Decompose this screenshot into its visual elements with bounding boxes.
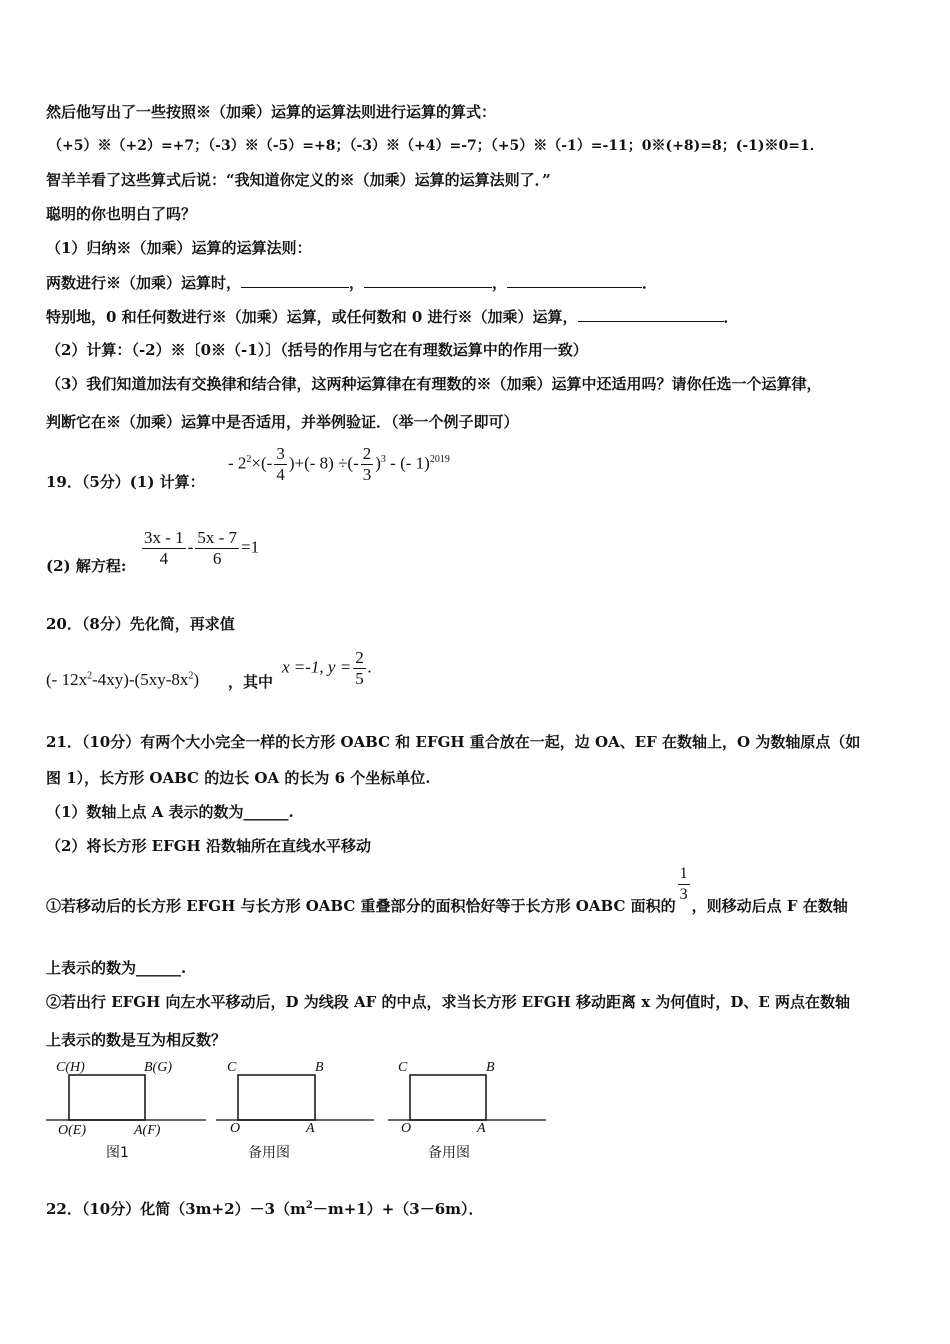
exponent: 2	[87, 670, 93, 682]
answer-blank-3[interactable]	[507, 272, 642, 288]
exponent: 3	[380, 453, 386, 465]
fig1-caption: 图1	[106, 1145, 129, 1161]
sub1-text-tail: ，则移动后点 F 在数轴	[691, 897, 848, 915]
answer-blank-2[interactable]	[364, 272, 492, 288]
q19-expression-1	[228, 444, 450, 485]
q18-part1: （1）归纳※（加乘）运算的运算法则：	[46, 239, 312, 257]
q21-part2: （2）将长方形 EFGH 沿数轴所在直线水平移动	[46, 837, 371, 855]
fig3-label-a: A	[477, 1121, 486, 1136]
q18-part1-special	[46, 306, 739, 327]
fig2-label-c: C	[227, 1060, 237, 1075]
rectangle-backup-1	[238, 1075, 315, 1120]
q22	[46, 1196, 484, 1219]
intro-line-1: 然后他写出了一些按照※（加乘）运算的运算法则进行运算的算式：	[46, 103, 497, 121]
q20-condition	[282, 648, 372, 689]
fig1-label-b: B(G)	[144, 1060, 172, 1075]
fig2-caption: 备用图	[248, 1145, 290, 1161]
fraction-3-4	[274, 444, 287, 485]
rectangle-backup-2	[410, 1075, 486, 1120]
expr-part: - 2	[228, 453, 247, 473]
q18-part1-rule	[46, 272, 657, 293]
fig3-label-b: B	[486, 1060, 495, 1075]
fig2-label-o: O	[230, 1121, 241, 1136]
q22-text: 22．（10分）化简（3m+2）－3（m	[46, 1200, 306, 1218]
fig2-label-b: B	[315, 1060, 324, 1075]
q21-line-1: 21．（10分）有两个大小完全一样的长方形 OABC 和 EFGH 重合放在一起，边 OA、EF 在数轴上，O 为数轴原点（如	[46, 733, 861, 751]
sub1-text: ①若移动后的长方形 EFGH 与长方形 OABC 重叠部分的面积恰好等于长方形 OABC 面积的	[46, 897, 676, 915]
q21-sub2-cont: 上表示的数是互为相反数？	[46, 1031, 227, 1049]
q20-heading: 20．（8分）先化简，再求值	[46, 615, 235, 633]
period-2: ．	[723, 308, 739, 326]
denominator: 3	[362, 465, 372, 484]
answer-blank-4[interactable]	[578, 306, 724, 322]
q21-part1: （1）数轴上点 A 表示的数为______.	[46, 803, 294, 821]
fig3-caption: 备用图	[428, 1145, 470, 1161]
q22-tail: －m+1）+（3－6m）．	[312, 1200, 484, 1218]
expr-part: (- 12x	[46, 670, 88, 689]
q18-part2: （2）计算：（-2）※〔0※（-1）〕（括号的作用与它在有理数运算中的作用一致）	[46, 341, 588, 359]
expr-part: )+(- 8) ÷(-	[288, 453, 359, 473]
intro-line-3: 智羊羊看了这些算式后说：“我知道你定义的※（加乘）运算的运算法则了．”	[46, 171, 551, 189]
intro-line-4: 聪明的你也明白了吗？	[46, 205, 197, 223]
numerator: 2	[355, 648, 364, 667]
exponent: 2019	[429, 453, 450, 465]
answer-blank-1[interactable]	[241, 272, 349, 288]
period: .	[367, 657, 372, 677]
fraction-3x-1-over-4	[142, 528, 186, 569]
condition-text: x =-1, y =	[282, 657, 352, 677]
comma-2: ，	[492, 274, 508, 292]
expr-part: -4xy)-(5xy-8x	[92, 670, 189, 689]
fig3-label-c: C	[398, 1060, 408, 1075]
exponent: 2	[305, 1200, 313, 1211]
q20-where: ，其中	[228, 673, 274, 691]
fig1-label-a: A(F)	[134, 1123, 161, 1138]
equation-rhs: =1	[241, 537, 260, 557]
fraction-5x-7-over-6	[195, 528, 239, 569]
q19-equation	[140, 528, 259, 569]
q18-special-text: 特别地，0 和任何数进行※（加乘）运算，或任何数和 0 进行※（加乘）运算，	[46, 308, 578, 326]
numerator: 1	[678, 864, 690, 885]
denominator: 3	[679, 885, 688, 903]
exponent: 2	[188, 670, 194, 682]
fig3-label-o: O	[401, 1121, 412, 1136]
numerator: 3	[276, 444, 285, 463]
fraction-2-3	[361, 444, 374, 485]
rectangle-oabc-efgh	[69, 1075, 145, 1120]
period-1: ．	[642, 274, 658, 292]
denominator: 4	[276, 465, 285, 484]
numerator: 2	[362, 444, 372, 463]
minus-sign: -	[187, 537, 194, 557]
fraction-1-3	[678, 864, 690, 905]
expr-part: )	[193, 670, 200, 689]
expr-part: - (- 1)	[385, 453, 430, 473]
q21-line-2: 图 1），长方形 OABC 的边长 OA 的长为 6 个坐标单位.	[46, 769, 431, 787]
comma-1: ，	[349, 274, 365, 292]
fig1-label-c: C(H)	[56, 1060, 85, 1075]
fig1-label-o: O(E)	[58, 1123, 86, 1138]
q21-sub1	[46, 864, 848, 916]
fraction-2-5	[353, 648, 366, 689]
denominator: 4	[159, 549, 169, 568]
intro-examples: （+5）※（+2）=+7；（-3）※（-5）=+8；（-3）※（+4）=-7；（+5）※（-1）=-11；0※(+8)=8；(-1)※0=1．	[48, 138, 824, 154]
q21-sub1-answer: 上表示的数为______.	[46, 959, 187, 977]
q18-rule-text: 两数进行※（加乘）运算时，	[46, 274, 242, 292]
q18-part3-line1: （3）我们知道加法有交换律和结合律，这两种运算律在有理数的※（加乘）运算中还适用吗？请你任选一个运算律，	[46, 375, 822, 393]
q20-expression	[46, 670, 199, 690]
numerator: 3x - 1	[144, 528, 184, 547]
expr-part: )	[375, 453, 381, 473]
denominator: 6	[212, 549, 222, 568]
q21-sub2: ②若出行 EFGH 向左水平移动后，D 为线段 AF 的中点，求当长方形 EFGH 移动距离 x 为何值时，D、E 两点在数轴	[46, 993, 851, 1011]
expr-part: ×(-	[251, 453, 273, 473]
denominator: 5	[355, 669, 364, 688]
q19-part2-label: (2) 解方程:	[46, 557, 127, 575]
numerator: 5x - 7	[197, 528, 238, 547]
q19-heading: 19．（5分）(1) 计算：	[46, 473, 205, 491]
q18-part3-line2: 判断它在※（加乘）运算中是否适用，并举例验证．（举一个例子即可）	[46, 413, 519, 431]
exponent: 2	[246, 453, 252, 465]
fig2-label-a: A	[306, 1121, 315, 1136]
